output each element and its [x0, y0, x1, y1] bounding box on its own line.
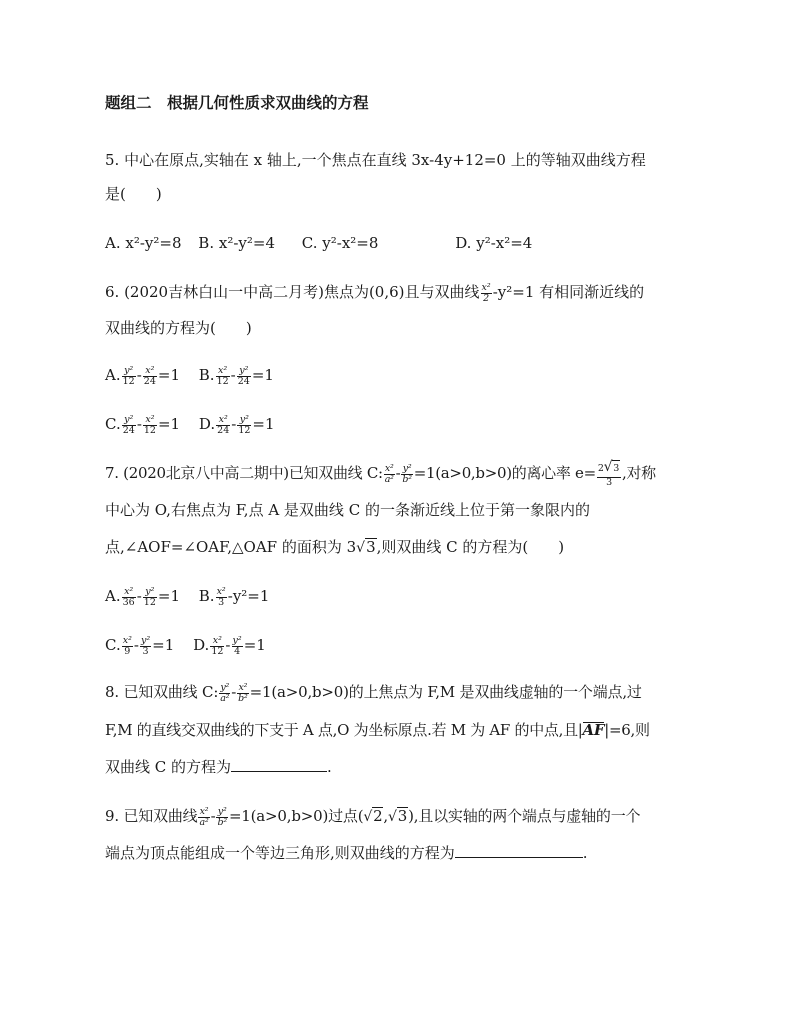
rhs: -y²=1 — [227, 587, 270, 605]
q6-stem-line2: 双曲线的方程为( ) — [105, 319, 252, 337]
e-num-coef: 2 — [597, 463, 604, 474]
frac-den: 3 — [142, 645, 149, 657]
q8-line2-suffix: |=6,则 — [604, 721, 650, 739]
q6-fraction — [481, 283, 492, 304]
frac-den: a² — [220, 692, 230, 704]
q8-line3-text: 双曲线 C 的方程为 — [105, 758, 232, 776]
q9-root-2: 3 — [397, 807, 408, 825]
frac-den: 12 — [122, 375, 135, 387]
q7-stem-line2: 中心为 O,右焦点为 F,点 A 是双曲线 C 的一条渐近线上位于第一象限内的 — [105, 501, 590, 519]
frac-num: x² — [210, 636, 224, 647]
q8-stem-line1: 8. 已知双曲线 C: $\frac{\text{y²}}{\text{a²}}$ - $\frac{\text{x²}}{\text{b²}}$ =1(a>0,b>0)的上焦点为 F,M 是双曲线虚轴的一个端点,过 — [105, 681, 642, 704]
q5-option-c: C. y²-x²=8 — [301, 234, 379, 252]
frac-num: x² — [216, 366, 230, 377]
frac-den: b² — [238, 692, 248, 704]
frac-den: 3 — [218, 596, 225, 608]
rhs: =1 — [157, 366, 180, 384]
frac-num: x² — [216, 415, 230, 426]
frac-den: 12 — [143, 424, 156, 436]
frac-num: x² — [143, 366, 157, 377]
q9-line2-text: 端点为顶点能组成一个等边三角形,则双曲线的方程为 — [105, 844, 455, 862]
frac-num: y² — [122, 366, 136, 377]
rhs: =1 — [157, 587, 180, 605]
q8-stem-line2 — [105, 720, 650, 740]
rhs: =1 — [252, 415, 275, 433]
frac-num: y² — [217, 805, 227, 817]
q6-option-c-label: C. — [105, 415, 121, 433]
frac-num: y² — [232, 634, 242, 646]
q7-option-c-label: C. — [105, 636, 121, 654]
q6-option-b-label: B. — [198, 366, 215, 384]
frac-den: 4 — [234, 645, 241, 657]
frac-den: 9 — [124, 645, 131, 657]
q9-root-1: 2 — [373, 807, 383, 825]
frac-den: 12 — [216, 375, 229, 387]
q9-line2-end: . — [582, 844, 588, 862]
e-den: 3 — [606, 477, 612, 488]
q5-option-d: D. y²-x²=4 — [455, 234, 533, 252]
q7-line3-prefix: 点,∠AOF=∠OAF,△OAF 的面积为 3 — [105, 538, 357, 556]
frac-num: y² — [402, 462, 412, 474]
rhs: =1 — [157, 415, 181, 433]
frac-num: x² — [122, 634, 132, 646]
q6-frac-den: 2 — [483, 292, 490, 304]
frac-den: 12 — [211, 645, 224, 657]
q7-stem-suffix: ,对称 — [622, 464, 656, 482]
frac-den: 12 — [143, 596, 156, 608]
frac-den: 24 — [217, 424, 230, 436]
frac-den: a² — [384, 473, 394, 485]
frac-num: x² — [238, 681, 248, 693]
section-title: 题组二 根据几何性质求双曲线的方程 — [105, 94, 369, 112]
q5-stem-line1: 5. 中心在原点,实轴在 x 轴上,一个焦点在直线 3x-4y+12=0 上的等轴双曲线方程 — [105, 151, 646, 169]
q7-option-d-label: D. — [193, 636, 210, 654]
q8-answer-blank[interactable] — [231, 757, 327, 772]
q6-option-a-label: A. — [105, 366, 121, 384]
frac-den: a² — [199, 816, 209, 828]
frac-num: y² — [237, 415, 251, 426]
frac-den: b² — [217, 816, 227, 828]
vector-af: AF — [582, 721, 605, 739]
q5-option-b: B. x²-y²=4 — [198, 234, 275, 252]
q9-stem-line2 — [105, 843, 588, 863]
q9-stem-line1: 9. 已知双曲线 $\frac{\text{x²}}{\text{a²}}$ - $\frac{\text{y²}}{\text{b²}}$ =1(a>0,b>0)过点(√2,√3),且以实轴的两个端点与虚轴的一个 — [105, 805, 641, 828]
q6-option-b: B. $\frac{\text{x²}}{12}$ - $\frac{\text{y²}}{24}$ =1 — [198, 364, 274, 387]
q6-stem-suffix: -y²=1 有相同渐近线的 — [492, 283, 645, 301]
frac-den: 12 — [238, 424, 251, 436]
q8-stem-prefix: 8. 已知双曲线 C: — [105, 683, 219, 701]
rhs: =1 — [251, 366, 274, 384]
frac-num: x² — [216, 585, 226, 597]
q7-stem-line1: 7. (2020北京八中高二期中)已知双曲线 C: $\frac{\text{x²}}{\text{a²}}$ - $\frac{\text{y²}}{\text{b²}}$ =1(a>0,b>0)的离心率 e= $\frac{2√3}{3}$ ,对称 — [105, 459, 656, 488]
frac-num: x² — [384, 462, 394, 474]
q9-comma: , — [383, 807, 388, 825]
q8-stem-suffix: =1(a>0,b>0)的上焦点为 F,M 是双曲线虚轴的一个端点,过 — [249, 683, 642, 701]
frac-den: 36 — [122, 596, 135, 608]
eccentricity-fraction: $\frac{2√3}{3}$ — [597, 459, 620, 488]
q7-options-row1 — [105, 586, 269, 608]
q9-stem-prefix: 9. 已知双曲线 — [105, 807, 198, 825]
q6-option-c: C. $\frac{\text{y²}}{24}$ - $\frac{\text{x²}}{12}$ =1 — [105, 413, 181, 436]
frac-den: 24 — [122, 424, 135, 436]
q6-stem-line1 — [105, 282, 644, 304]
q7-option-a: A. $\frac{\text{x²}}{36}$ - $\frac{\text{y²}}{12}$ =1 — [105, 585, 180, 608]
q8-stem-line3 — [105, 757, 332, 777]
e-num-rad: 3 — [612, 460, 620, 477]
q8-line2-prefix: F,M 的直线交双曲线的下支于 A 点,O 为坐标原点.若 M 为 AF 的中点,且| — [105, 721, 583, 739]
q8-line3-end: . — [327, 758, 332, 776]
frac-den: b² — [402, 473, 412, 485]
q5-option-a: A. x²-y²=8 — [105, 234, 182, 252]
q7-stem-mid: =1(a>0,b>0)的离心率 e= — [413, 464, 596, 482]
frac-den: 24 — [143, 375, 156, 387]
q7-line3-suffix: ,则双曲线 C 的方程为( ) — [376, 538, 565, 556]
frac-num: y² — [122, 415, 136, 426]
q6-stem-prefix: 6. (2020吉林白山一中高二月考)焦点为(0,6)且与双曲线 — [105, 283, 480, 301]
frac-num: y² — [140, 634, 151, 646]
frac-num: y² — [143, 587, 157, 598]
q6-options-row2 — [105, 414, 275, 436]
q9-stem-suffix: ),且以实轴的两个端点与虚轴的一个 — [408, 807, 641, 825]
frac-num: y² — [237, 366, 251, 377]
frac-den: 24 — [237, 375, 250, 387]
q9-answer-blank[interactable] — [455, 843, 583, 858]
q6-options-row1 — [105, 365, 274, 387]
q7-stem-line3: 点,∠AOF=∠OAF,△OAF 的面积为 3√3,则双曲线 C 的方程为( ) — [105, 538, 565, 556]
q7-option-c: C. $\frac{\text{x²}}{9}$ - $\frac{\text{y²}}{3}$ =1 — [105, 634, 175, 657]
q5-stem-line2: 是( ) — [105, 185, 162, 203]
q5-options — [105, 233, 532, 253]
q6-option-a: A. $\frac{\text{y²}}{12}$ - $\frac{\text{x²}}{24}$ =1 — [105, 364, 180, 387]
q7-option-a-label: A. — [105, 587, 121, 605]
rhs: =1 — [152, 636, 175, 654]
q6-option-d-label: D. — [198, 415, 216, 433]
q7-option-d: D. $\frac{\text{x²}}{12}$ - $\frac{\text{y²}}{4}$ =1 — [193, 634, 266, 657]
frac-num: y² — [220, 681, 230, 693]
q7-stem-prefix: 7. (2020北京八中高二期中)已知双曲线 C: — [105, 464, 383, 482]
q7-option-b-label: B. — [198, 587, 215, 605]
q7-options-row2 — [105, 635, 266, 657]
q7-line3-rad: 3 — [366, 538, 376, 556]
q9-stem-mid: =1(a>0,b>0)过点( — [228, 807, 364, 825]
frac-num: x² — [122, 587, 136, 598]
q7-option-b — [198, 585, 270, 608]
frac-num: x² — [143, 415, 157, 426]
q6-option-d: D. $\frac{\text{x²}}{24}$ - $\frac{\text{y²}}{12}$ =1 — [198, 413, 275, 436]
rhs: =1 — [243, 636, 266, 654]
frac-num: x² — [199, 805, 209, 817]
q6-frac-num: x² — [481, 281, 491, 293]
